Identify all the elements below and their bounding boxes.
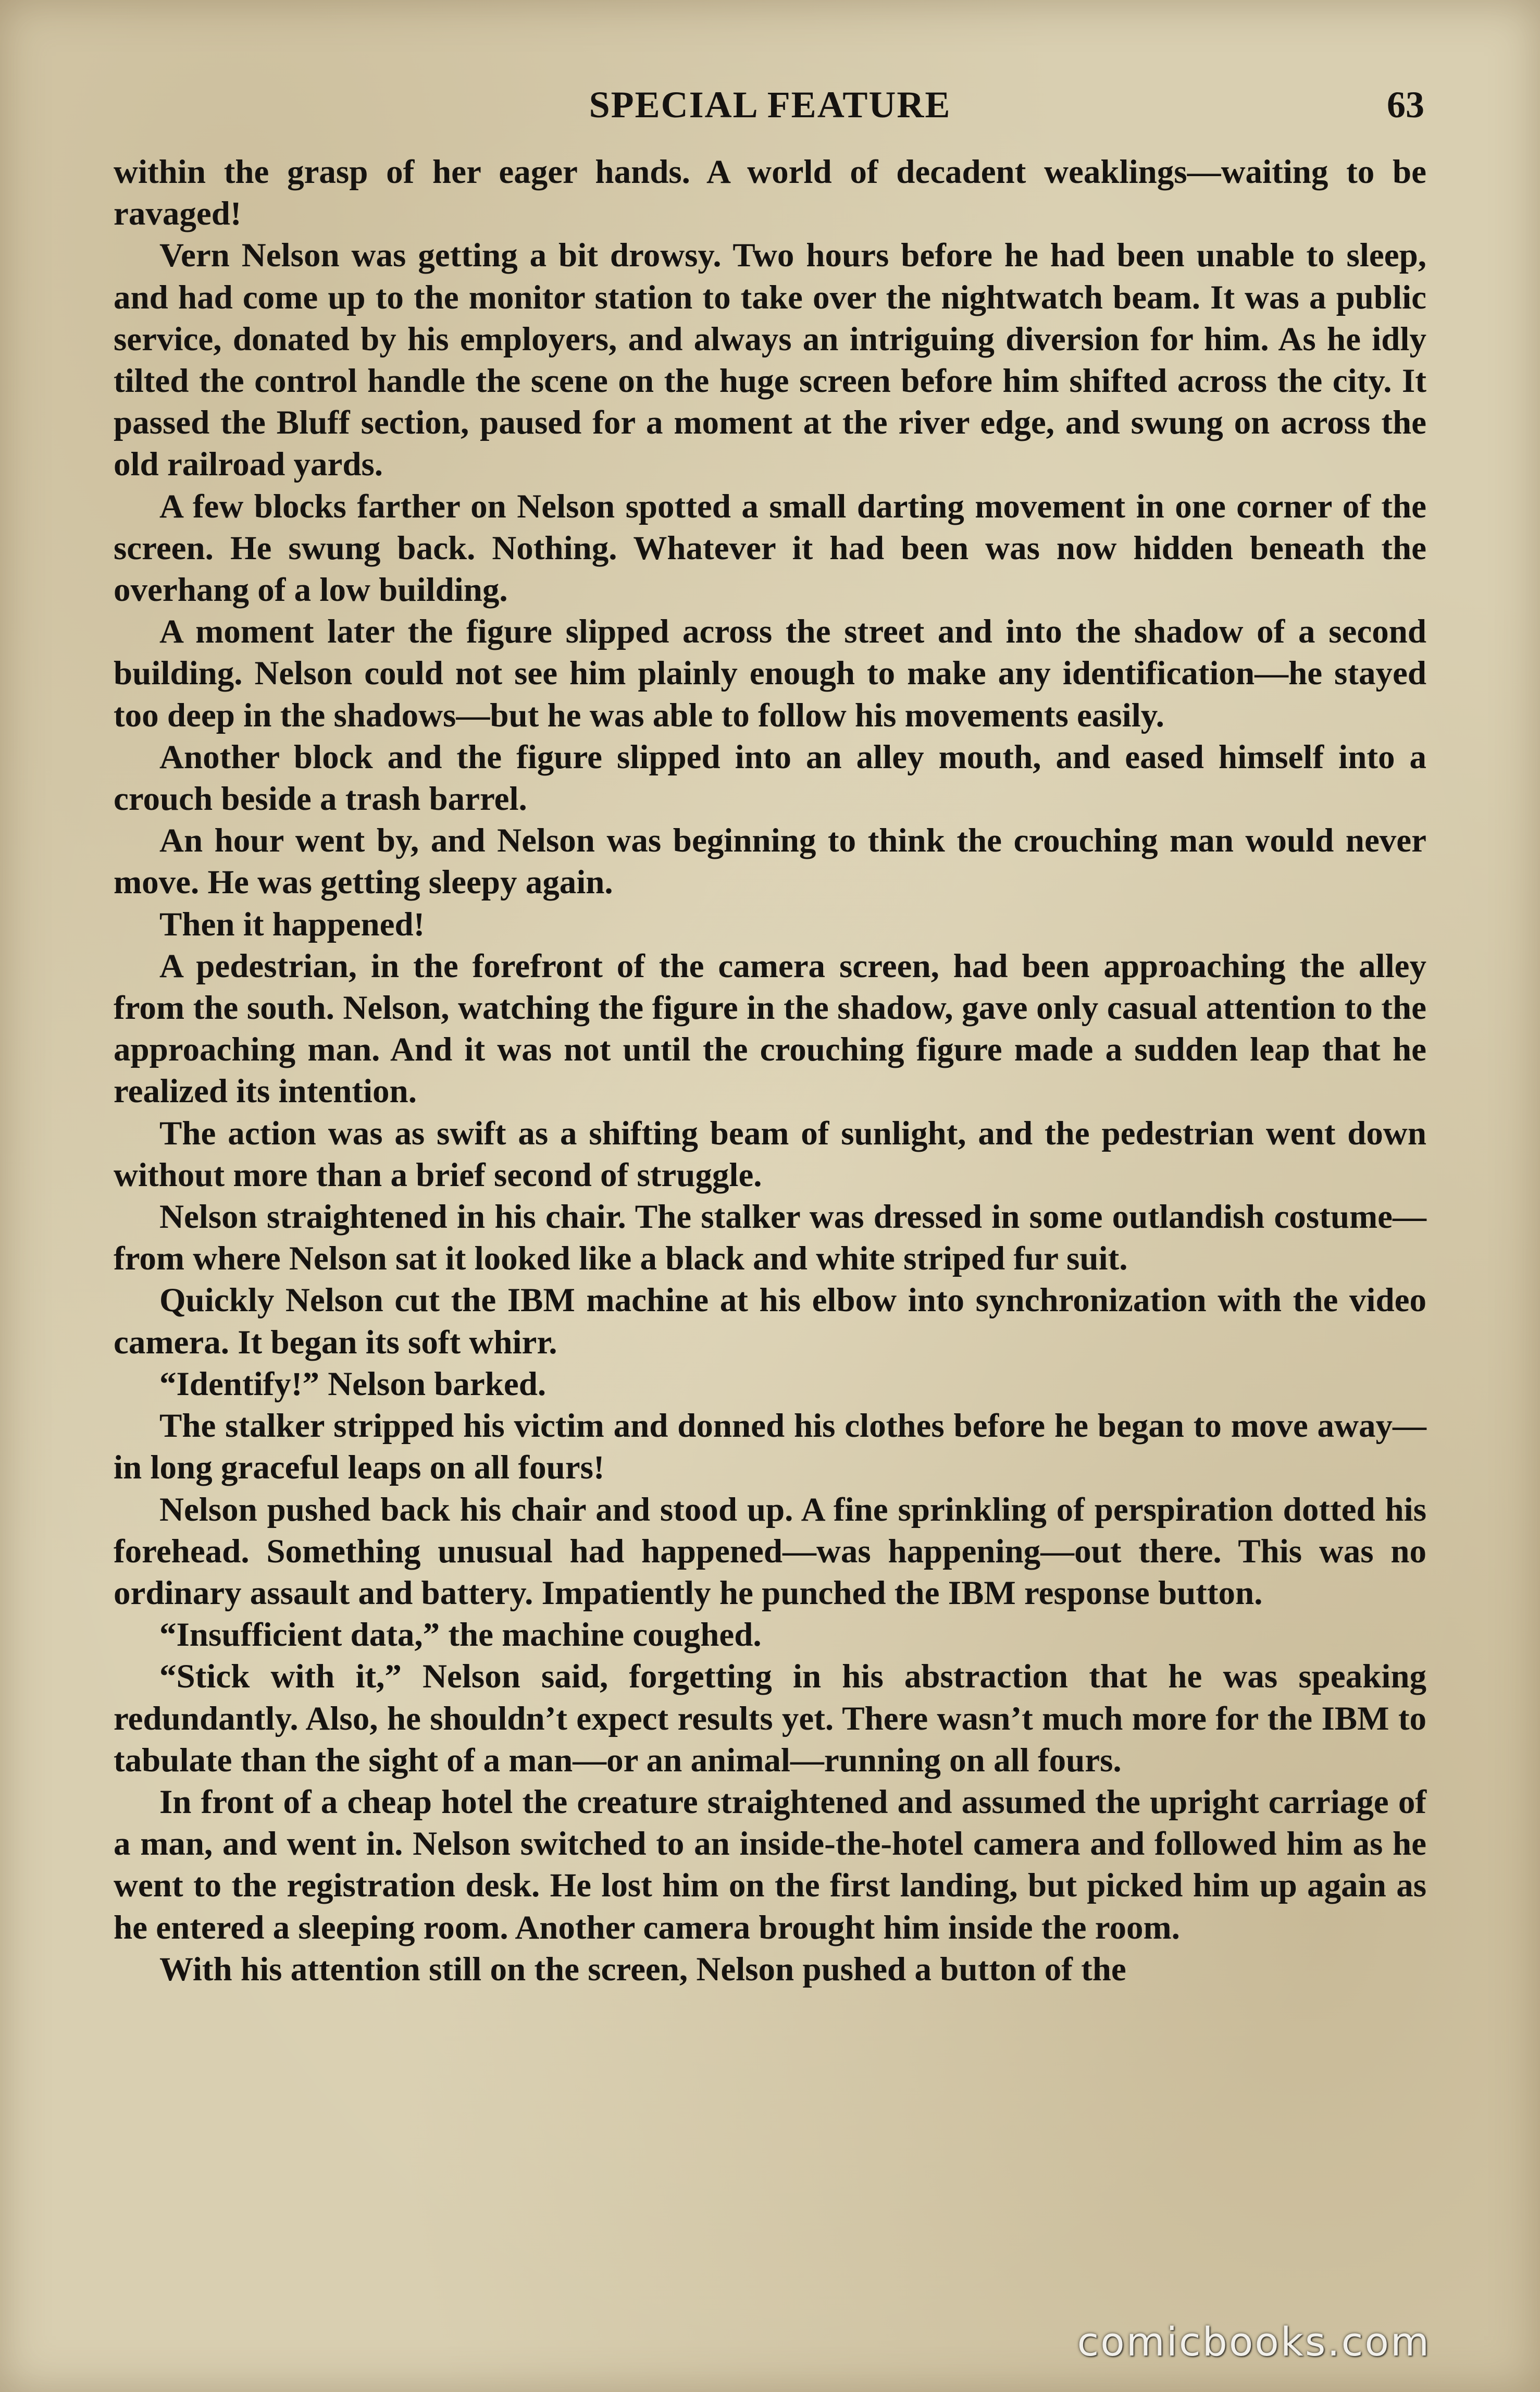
paragraph: The action was as swift as a shifting beam of sunlight, and the pedestrian went down without more than a brief second of struggle. [114, 1114, 1426, 1194]
paragraph: An hour went by, and Nelson was beginning to think the crouching man would never move. He was getting sleepy again. [114, 822, 1426, 902]
paragraph: “Insufficient data,” the machine coughed. [159, 1616, 762, 1654]
paragraph: Nelson pushed back his chair and stood up. A fine sprinkling of perspiration dotted his forehead. Something unusual had happened—was happening—out there. This was no ordinary assault and battery. Impatiently he punched the IBM response button. [114, 1490, 1426, 1612]
watermark: comicbooks.com [1077, 2319, 1431, 2365]
paragraph: The stalker stripped his victim and donned his clothes before he began to move away—in long graceful leaps on all fours! [114, 1407, 1426, 1487]
paragraph: A few blocks farther on Nelson spotted a small darting movement in one corner of the screen. He swung back. Nothing. Whatever it had been was now hidden beneath the overhang of a low building. [114, 487, 1426, 609]
paragraph: “Stick with it,” Nelson said, forgetting in his abstraction that he was speaking redundantly. Also, he shouldn’t expect results yet. There wasn’t much more for the IBM to tabulate than the sight of a man—or an animal—running on all fours. [114, 1658, 1426, 1779]
paragraph: Another block and the figure slipped into an alley mouth, and eased himself into a crouch beside a trash barrel. [114, 738, 1426, 818]
paragraph: With his attention still on the screen, Nelson pushed a button of the [159, 1950, 1126, 1988]
paragraph: A moment later the figure slipped across the street and into the shadow of a second building. Nelson could not see him plainly enough to make any identification—he stayed too deep in the shadows—but he was able to follow his movements easily. [114, 613, 1426, 734]
paragraph: In front of a cheap hotel the creature straightened and assumed the upright carriage of a man, and went in. Nelson switched to an inside-the-hotel camera and followed him as he went to the registration desk. He lost him on the first landing, but picked him up again as he entered a sleeping room. Another camera brought him inside the room. [114, 1783, 1426, 1946]
paragraph: Nelson straightened in his chair. The stalker was dressed in some outlandish costume—from where Nelson sat it looked like a black and white striped fur suit. [114, 1198, 1426, 1278]
running-head [0, 78, 1540, 141]
paragraph: A pedestrian, in the forefront of the camera screen, had been approaching the alley from the south. Nelson, watching the figure in the shadow, gave only casual attention to the approaching man. And it was not until the crouching figure made a sudden leap that he realized its intention. [114, 947, 1426, 1111]
page-number: 63 [1387, 84, 1424, 126]
paragraph: Then it happened! [159, 905, 425, 943]
paragraph: Vern Nelson was getting a bit drowsy. Two hours before he had been unable to sleep, and had come up to the monitor station to take over the nightwatch beam. It was a public service, donated by his employers, and always an intriguing diversion for him. As he idly tilted the control handle the scene on the huge screen before him shifted across the city. It passed the Bluff section, paused for a moment at the river edge, and swung on across the old railroad yards. [114, 237, 1426, 484]
paragraph: Quickly Nelson cut the IBM machine at his elbow into synchronization with the video camera. It began its soft whirr. [114, 1281, 1426, 1361]
paragraph: within the grasp of her eager hands. A world of decadent weaklings—waiting to be ravaged! [114, 153, 1426, 233]
paragraph: “Identify!” Nelson barked. [159, 1365, 547, 1403]
body-text [114, 151, 1426, 1990]
section-title: SPECIAL FEATURE [589, 84, 951, 126]
